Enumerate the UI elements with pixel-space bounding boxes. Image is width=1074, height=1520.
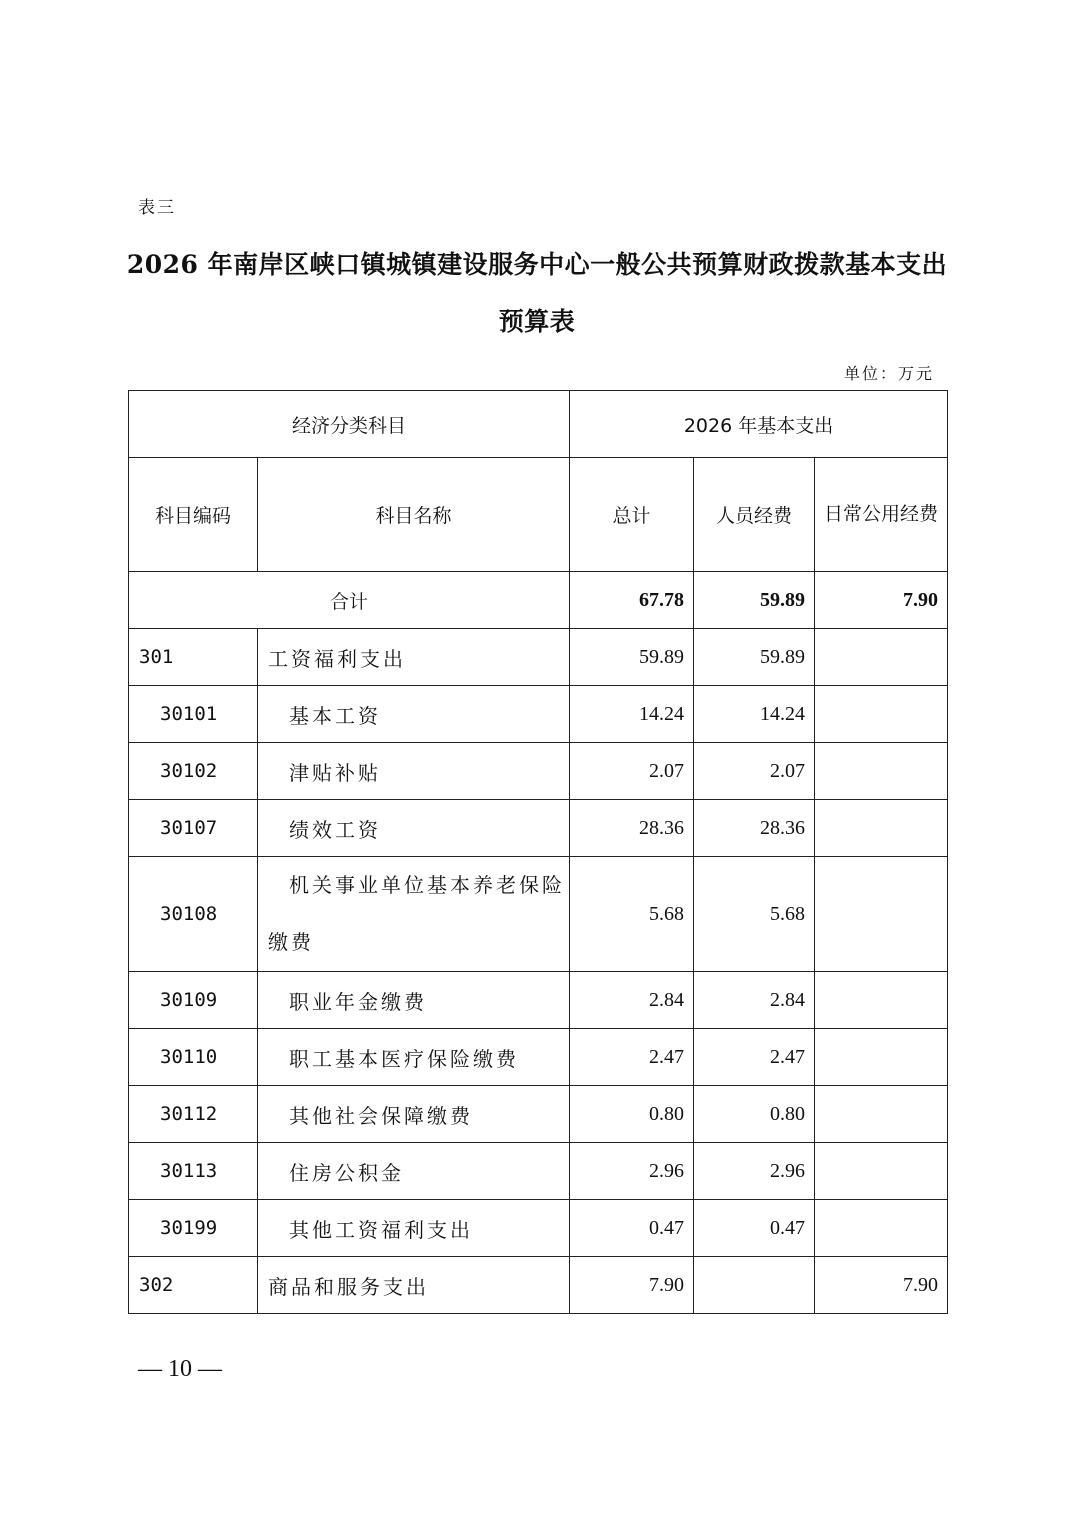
row-code: 30102: [129, 743, 258, 800]
row-personnel: 2.47: [694, 1029, 815, 1086]
row-personnel: 2.96: [694, 1143, 815, 1200]
table-row: [129, 629, 948, 686]
header-row-columns: [129, 458, 948, 572]
row-name: 工资福利支出: [258, 629, 570, 686]
row-public: [815, 1200, 948, 1257]
row-name: 职业年金缴费: [258, 972, 570, 1029]
header-row-group: [129, 391, 948, 458]
row-total: 5.68: [570, 857, 694, 972]
row-name: 商品和服务支出: [258, 1257, 570, 1314]
total-label: 合计: [129, 572, 570, 629]
header-economic-classification: 经济分类科目: [129, 391, 570, 458]
header-subject-code: 科目编码: [129, 458, 258, 572]
row-name: 绩效工资: [258, 800, 570, 857]
table-row: [129, 1029, 948, 1086]
table-row: [129, 743, 948, 800]
row-total: 2.07: [570, 743, 694, 800]
row-code: 30110: [129, 1029, 258, 1086]
total-public: 7.90: [815, 572, 948, 629]
row-public: [815, 1143, 948, 1200]
row-public: [815, 972, 948, 1029]
row-personnel: 0.80: [694, 1086, 815, 1143]
row-total: 2.84: [570, 972, 694, 1029]
row-personnel: 5.68: [694, 857, 815, 972]
row-public: [815, 1086, 948, 1143]
total-row: [129, 572, 948, 629]
row-total: 59.89: [570, 629, 694, 686]
header-personnel: 人员经费: [694, 458, 815, 572]
row-name: 机关事业单位基本养老保险缴费: [258, 857, 570, 972]
row-public: [815, 743, 948, 800]
row-personnel: 28.36: [694, 800, 815, 857]
row-total: 0.80: [570, 1086, 694, 1143]
row-name: 基本工资: [258, 686, 570, 743]
row-total: 14.24: [570, 686, 694, 743]
table-row: [129, 1257, 948, 1314]
total-total: 67.78: [570, 572, 694, 629]
table-row: [129, 1200, 948, 1257]
table-row: [129, 857, 948, 972]
row-total: 28.36: [570, 800, 694, 857]
row-public: 7.90: [815, 1257, 948, 1314]
budget-table: [128, 390, 948, 1314]
row-personnel: 14.24: [694, 686, 815, 743]
row-code: 30112: [129, 1086, 258, 1143]
header-basic-expenditure: 2026 年基本支出: [570, 391, 948, 458]
table-row: [129, 800, 948, 857]
row-code: 302: [129, 1257, 258, 1314]
row-total: 2.96: [570, 1143, 694, 1200]
row-code: 30199: [129, 1200, 258, 1257]
row-total: 0.47: [570, 1200, 694, 1257]
table-label: 表三: [138, 198, 176, 218]
table-row: [129, 1143, 948, 1200]
header-subject-name: 科目名称: [258, 458, 570, 572]
row-code: 301: [129, 629, 258, 686]
row-public: [815, 800, 948, 857]
row-name: 其他工资福利支出: [258, 1200, 570, 1257]
row-code: 30109: [129, 972, 258, 1029]
row-public: [815, 629, 948, 686]
page-number: — 10 —: [138, 1356, 222, 1382]
row-personnel: 59.89: [694, 629, 815, 686]
row-public: [815, 1029, 948, 1086]
document-title: 2026 年南岸区峡口镇城镇建设服务中心一般公共预算财政拨款基本支出: [126, 250, 948, 279]
row-name: 津贴补贴: [258, 743, 570, 800]
row-total: 2.47: [570, 1029, 694, 1086]
row-name: 住房公积金: [258, 1143, 570, 1200]
total-personnel: 59.89: [694, 572, 815, 629]
table-row: [129, 686, 948, 743]
row-personnel: 2.84: [694, 972, 815, 1029]
row-code: 30107: [129, 800, 258, 857]
row-name: 职工基本医疗保险缴费: [258, 1029, 570, 1086]
row-code: 30113: [129, 1143, 258, 1200]
header-public-expense: 日常公用经费: [815, 458, 948, 572]
row-public: [815, 686, 948, 743]
table-row: [129, 1086, 948, 1143]
row-personnel: 0.47: [694, 1200, 815, 1257]
header-total: 总计: [570, 458, 694, 572]
row-personnel: 2.07: [694, 743, 815, 800]
row-public: [815, 857, 948, 972]
table-row: [129, 972, 948, 1029]
row-code: 30108: [129, 857, 258, 972]
row-code: 30101: [129, 686, 258, 743]
row-name: 其他社会保障缴费: [258, 1086, 570, 1143]
document-title-line2: 预算表: [498, 307, 576, 336]
row-total: 7.90: [570, 1257, 694, 1314]
unit-label: 单位：万元: [843, 364, 934, 383]
row-personnel: [694, 1257, 815, 1314]
